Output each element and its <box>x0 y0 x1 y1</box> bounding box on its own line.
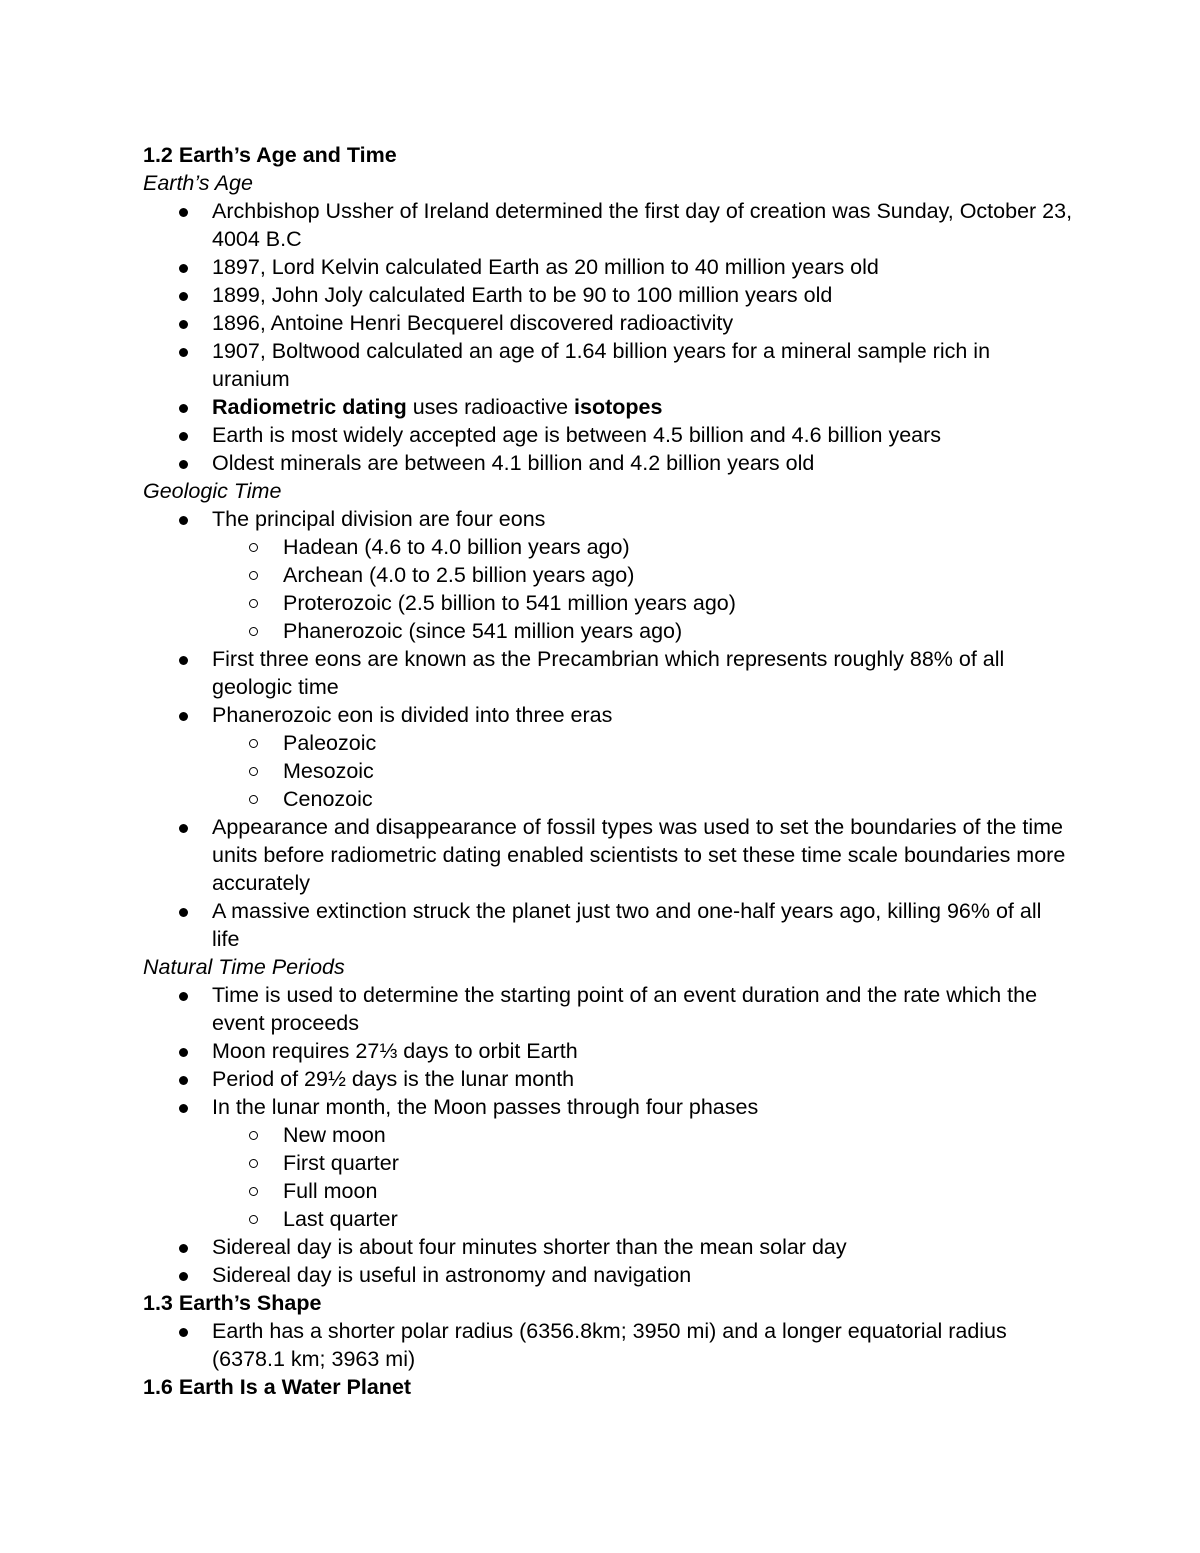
list-item: Archbishop Ussher of Ireland determined the first day of creation was Sunday, October 23, 4004 B.C <box>143 197 1073 253</box>
list-item: Sidereal day is about four minutes shorter than the mean solar day <box>143 1233 1073 1261</box>
notes-page <box>143 141 1073 1401</box>
list-item: Mesozoic <box>212 757 1073 785</box>
term-isotopes: isotopes <box>574 395 663 419</box>
earths-shape-list <box>143 1317 1073 1373</box>
list-item: Cenozoic <box>212 785 1073 813</box>
list-item: Last quarter <box>212 1205 1073 1233</box>
list-item: First three eons are known as the Precambrian which represents roughly 88% of all geologic time <box>143 645 1073 701</box>
bullet-icon <box>179 712 188 721</box>
list-item: Phanerozoic (since 541 million years ago) <box>212 617 1073 645</box>
bullet-icon <box>179 404 188 413</box>
hollow-bullet-icon <box>249 795 258 804</box>
list-item: 1907, Boltwood calculated an age of 1.64 billion years for a mineral sample rich in uranium <box>143 337 1073 393</box>
hollow-bullet-icon <box>249 767 258 776</box>
bullet-icon <box>179 432 188 441</box>
moon-phases-list <box>143 1121 1073 1233</box>
hollow-bullet-icon <box>249 543 258 552</box>
eons-list <box>143 533 1073 645</box>
list-item: Proterozoic (2.5 billion to 541 million years ago) <box>212 589 1073 617</box>
hollow-bullet-icon <box>249 739 258 748</box>
list-item: Archean (4.0 to 2.5 billion years ago) <box>212 561 1073 589</box>
hollow-bullet-icon <box>249 599 258 608</box>
bullet-icon <box>179 1104 188 1113</box>
bullet-icon <box>179 264 188 273</box>
list-item: First quarter <box>212 1149 1073 1177</box>
bullet-icon <box>179 1244 188 1253</box>
list-item: 1897, Lord Kelvin calculated Earth as 20 million to 40 million years old <box>143 253 1073 281</box>
bullet-icon <box>179 1048 188 1057</box>
hollow-bullet-icon <box>249 571 258 580</box>
list-item: Moon requires 27⅓ days to orbit Earth <box>143 1037 1073 1065</box>
list-item: Oldest minerals are between 4.1 billion and 4.2 billion years old <box>143 449 1073 477</box>
list-item: Time is used to determine the starting point of an event duration and the rate which the event proceeds <box>143 981 1073 1037</box>
list-item: A massive extinction struck the planet just two and one-half years ago, killing 96% of all life <box>143 897 1073 953</box>
list-item: Earth has a shorter polar radius (6356.8km; 3950 mi) and a longer equatorial radius (6378.1 km; 3963 mi) <box>143 1317 1073 1373</box>
list-item: Hadean (4.6 to 4.0 billion years ago) <box>212 533 1073 561</box>
list-item: Appearance and disappearance of fossil types was used to set the boundaries of the time units before radiometric dating enabled scientists to set these time scale boundaries more accurately <box>143 813 1073 897</box>
bullet-icon <box>179 908 188 917</box>
bullet-icon <box>179 460 188 469</box>
subheading-natural-time-periods: Natural Time Periods <box>143 955 345 979</box>
bullet-icon <box>179 516 188 525</box>
bullet-icon <box>179 824 188 833</box>
list-item: 1899, John Joly calculated Earth to be 90 to 100 million years old <box>143 281 1073 309</box>
list-item: Full moon <box>212 1177 1073 1205</box>
section-heading-1-6: 1.6 Earth Is a Water Planet <box>143 1375 412 1399</box>
list-item: New moon <box>212 1121 1073 1149</box>
hollow-bullet-icon <box>249 1131 258 1140</box>
section-heading-1-3: 1.3 Earth’s Shape <box>143 1291 322 1315</box>
list-item: In the lunar month, the Moon passes through four phases New moon First quarter Full moon Last quarter <box>143 1093 1073 1233</box>
bullet-icon <box>179 1272 188 1281</box>
bullet-icon <box>179 208 188 217</box>
geologic-time-list <box>143 505 1073 953</box>
bullet-icon <box>179 320 188 329</box>
bullet-icon <box>179 348 188 357</box>
list-item: The principal division are four eons Hadean (4.6 to 4.0 billion years ago) Archean (4.0 to 2.5 billion years ago) Proterozoic (2.5 billion to 541 million years ago) Phanerozoic (since 541 million years ago) <box>143 505 1073 645</box>
bullet-icon <box>179 992 188 1001</box>
hollow-bullet-icon <box>249 1215 258 1224</box>
list-item: Period of 29½ days is the lunar month <box>143 1065 1073 1093</box>
list-item: Phanerozoic eon is divided into three eras Paleozoic Mesozoic Cenozoic <box>143 701 1073 813</box>
list-item: Earth is most widely accepted age is between 4.5 billion and 4.6 billion years <box>143 421 1073 449</box>
bullet-icon <box>179 292 188 301</box>
bullet-icon <box>179 1076 188 1085</box>
list-item: Paleozoic <box>212 729 1073 757</box>
list-item: 1896, Antoine Henri Becquerel discovered radioactivity <box>143 309 1073 337</box>
section-heading-1-2: 1.2 Earth’s Age and Time <box>143 143 397 167</box>
natural-time-list <box>143 981 1073 1289</box>
earths-age-list <box>143 197 1073 477</box>
list-item: Sidereal day is useful in astronomy and navigation <box>143 1261 1073 1289</box>
bullet-icon <box>179 1328 188 1337</box>
eras-list <box>143 729 1073 813</box>
bullet-icon <box>179 656 188 665</box>
term-radiometric-dating: Radiometric dating <box>212 395 407 419</box>
hollow-bullet-icon <box>249 1159 258 1168</box>
hollow-bullet-icon <box>249 1187 258 1196</box>
subheading-earths-age: Earth’s Age <box>143 171 253 195</box>
hollow-bullet-icon <box>249 627 258 636</box>
subheading-geologic-time: Geologic Time <box>143 479 282 503</box>
list-item-radiometric: Radiometric dating uses radioactive isotopes <box>143 393 1073 421</box>
